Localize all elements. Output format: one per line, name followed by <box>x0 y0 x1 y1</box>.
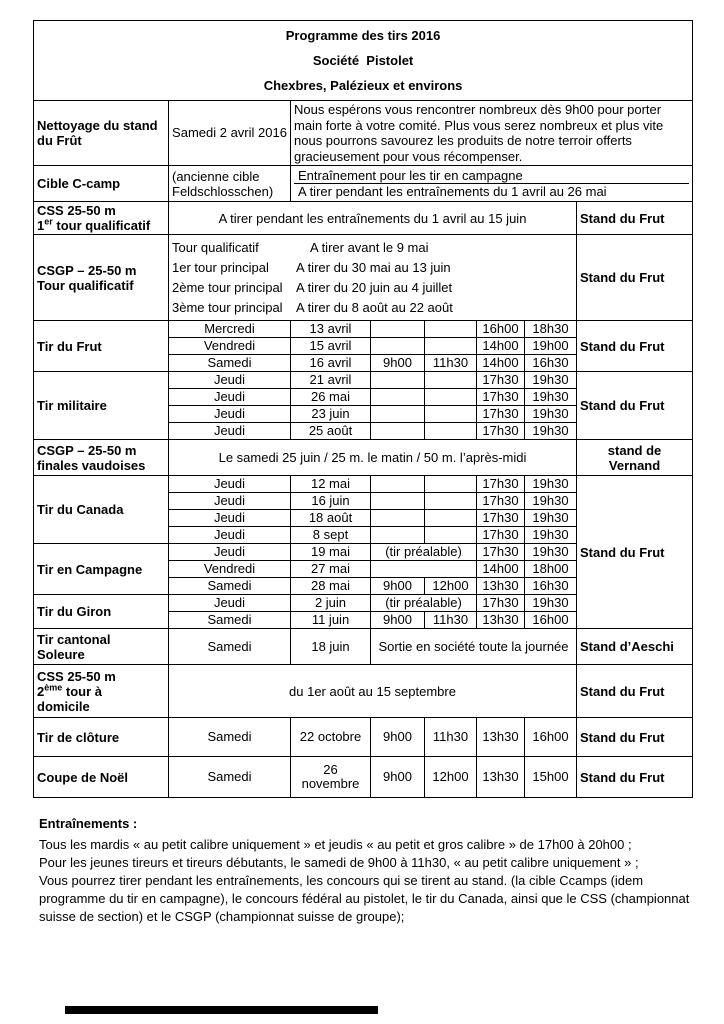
day-cell: Samedi <box>169 355 291 372</box>
time-cell: 17h30 <box>477 389 525 406</box>
time-cell <box>371 493 425 510</box>
event-label <box>34 202 169 235</box>
day-cell: Samedi <box>169 629 291 665</box>
time-cell: 17h30 <box>477 406 525 423</box>
day-cell: Jeudi <box>169 527 291 544</box>
csgp-schedule <box>169 235 577 321</box>
row-finales <box>34 440 693 476</box>
time-cell: 18h00 <box>525 561 577 578</box>
event-label: Tir militaire <box>34 372 169 440</box>
time-cell: 9h00 <box>371 355 425 372</box>
time-cell: 9h00 <box>371 757 425 798</box>
stand-cell: Stand du Frut <box>577 757 693 798</box>
row-csgp <box>34 235 693 321</box>
csgp-line: 2ème tour principal A tirer du 20 juin au 4 juillet <box>172 279 453 295</box>
time-cell <box>371 423 425 440</box>
time-cell: 19h30 <box>525 544 577 561</box>
row-frut-1 <box>34 321 693 338</box>
date-cell: 12 mai <box>291 476 371 493</box>
time-cell: 17h30 <box>477 372 525 389</box>
cible-details <box>291 166 693 202</box>
superscript: er <box>44 216 53 227</box>
row-nettoyage <box>34 101 693 166</box>
csgp-line: 3ème tour principal A tirer du 8 août au 22 août <box>172 299 453 315</box>
cible-line-2: A tirer pendant les entraînements du 1 avril au 26 mai <box>294 183 689 199</box>
date-cell: 16 juin <box>291 493 371 510</box>
time-cell: 13h30 <box>477 718 525 757</box>
row-noel <box>34 757 693 798</box>
event-label: Cible C-camp <box>34 166 169 202</box>
time-cell <box>371 321 425 338</box>
date-cell: 18 août <box>291 510 371 527</box>
day-cell: Jeudi <box>169 423 291 440</box>
time-cell: 13h30 <box>477 578 525 595</box>
label-line: Tir cantonal <box>37 631 111 647</box>
event-label <box>34 629 169 665</box>
time-cell: 15h00 <box>525 757 577 798</box>
time-cell <box>371 527 425 544</box>
date-cell: 23 juin <box>291 406 371 423</box>
time-cell: 16h30 <box>525 355 577 372</box>
time-cell <box>371 476 425 493</box>
time-cell: 19h00 <box>525 338 577 355</box>
footer-line-2: Pour les jeunes tireurs et tireurs débutants, le samedi de 9h00 à 11h30, « au petit calibre uniquement » ; <box>39 855 639 870</box>
time-cell: 12h00 <box>425 578 477 595</box>
stand-cell: Stand du Frut <box>577 372 693 440</box>
date-cell: 19 mai <box>291 544 371 561</box>
superscript: ème <box>44 682 63 693</box>
title-line-2: Société Pistolet <box>312 53 414 68</box>
time-cell: 17h30 <box>477 527 525 544</box>
time-cell <box>371 510 425 527</box>
date-cell: Samedi 2 avril 2016 <box>169 101 291 166</box>
program-table <box>33 20 693 798</box>
day-cell: Mercredi <box>169 321 291 338</box>
csgp-line: Tour qualificatif A tirer avant le 9 mai <box>172 239 429 255</box>
day-cell: Jeudi <box>169 510 291 527</box>
note-cell: Sortie en société toute la journée <box>371 629 577 665</box>
time-cell: 18h30 <box>525 321 577 338</box>
time-cell <box>425 406 477 423</box>
time-cell: 14h00 <box>477 338 525 355</box>
time-cell: 19h30 <box>525 372 577 389</box>
time-cell: 17h30 <box>477 595 525 612</box>
event-description: Nous espérons vous rencontrer nombreux dès 9h00 pour porter main forte à votre comité. Plus vous serez nombreux et plus vite nous pourrons savourez les produits de notre terroir offerts gracieusement pour vous récompenser. <box>291 101 693 166</box>
time-cell <box>425 389 477 406</box>
day-cell: Jeudi <box>169 372 291 389</box>
date-cell: 25 août <box>291 423 371 440</box>
note-cell: (tir préalable) <box>371 595 477 612</box>
time-cell: 19h30 <box>525 493 577 510</box>
stand-cell: Stand du Frut <box>577 665 693 718</box>
footer-heading: Entraînements : <box>39 816 138 831</box>
date-cell: 22 octobre <box>291 718 371 757</box>
date-cell: 26 novembre <box>291 757 371 798</box>
time-cell: 19h30 <box>525 527 577 544</box>
day-cell: Vendredi <box>169 338 291 355</box>
row-title <box>34 21 693 101</box>
title-line-1: Programme des tirs 2016 <box>285 28 441 43</box>
event-label <box>34 665 169 718</box>
date-cell: 16 avril <box>291 355 371 372</box>
time-cell: 11h30 <box>425 718 477 757</box>
event-label <box>34 440 169 476</box>
time-cell: 19h30 <box>525 510 577 527</box>
row-cible <box>34 166 693 202</box>
event-label: Nettoyage du stand du Frût <box>34 101 169 166</box>
date-cell: 27 mai <box>291 561 371 578</box>
stand-cell: Stand d’Aeschi <box>577 629 693 665</box>
time-cell: 17h30 <box>477 476 525 493</box>
footer-paragraph: Vous pourrez tirer pendant les entraînements, les concours qui se tirent au stand. (la cible Ccamps (idem programme du tir en campagne), le concours fédéral au pistolet, le tir du Canada, ainsi que le CSS (championnat suisse de section) et le CSGP (championnat suisse de groupe); <box>39 873 690 924</box>
day-cell: Jeudi <box>169 476 291 493</box>
row-canada-1 <box>34 476 693 493</box>
time-cell: 19h30 <box>525 476 577 493</box>
event-label: Tir en Campagne <box>34 544 169 595</box>
time-cell <box>371 389 425 406</box>
day-cell: Samedi <box>169 612 291 629</box>
time-cell: 11h30 <box>425 355 477 372</box>
time-cell: 14h00 <box>477 561 525 578</box>
time-cell: 14h00 <box>477 355 525 372</box>
row-css2 <box>34 665 693 718</box>
time-cell: 16h30 <box>525 578 577 595</box>
time-cell <box>425 510 477 527</box>
date-cell: 15 avril <box>291 338 371 355</box>
event-label: Coupe de Noël <box>34 757 169 798</box>
stand-cell: Stand du Frut <box>577 202 693 235</box>
period-text: Le samedi 25 juin / 25 m. le matin / 50 m. l’après-midi <box>169 440 577 476</box>
date-cell: 18 juin <box>291 629 371 665</box>
event-label: Tir du Frut <box>34 321 169 372</box>
stand-cell: Stand du Frut <box>577 718 693 757</box>
event-label: Tir de clôture <box>34 718 169 757</box>
time-cell <box>425 321 477 338</box>
label-line: CSS 25-50 m <box>37 668 116 684</box>
time-cell: 19h30 <box>525 423 577 440</box>
period-text: A tirer pendant les entraînements du 1 avril au 15 juin <box>169 202 577 235</box>
date-cell: 2 juin <box>291 595 371 612</box>
time-cell: 12h00 <box>425 757 477 798</box>
time-cell: 19h30 <box>525 406 577 423</box>
label-line: domicile <box>37 698 90 714</box>
time-cell: 13h30 <box>477 612 525 629</box>
time-cell: 17h30 <box>477 544 525 561</box>
time-cell: 19h30 <box>525 389 577 406</box>
time-cell <box>425 423 477 440</box>
time-cell <box>371 372 425 389</box>
time-cell: 9h00 <box>371 578 425 595</box>
time-cell: 16h00 <box>525 718 577 757</box>
cible-line-1: Entraînement pour les tir en campagne <box>298 168 523 183</box>
time-cell: 16h00 <box>477 321 525 338</box>
event-label: Tir du Giron <box>34 595 169 629</box>
label-line: Tour qualificatif <box>37 277 134 293</box>
stand-cell: Stand du Frut <box>577 476 693 629</box>
time-cell: 19h30 <box>525 595 577 612</box>
label-line: 1er tour qualificatif <box>37 216 151 233</box>
time-cell <box>425 527 477 544</box>
label-line: Soleure <box>37 646 85 662</box>
time-cell: 17h30 <box>477 493 525 510</box>
time-cell <box>425 338 477 355</box>
time-cell <box>371 406 425 423</box>
footer-notes <box>33 815 719 926</box>
row-cloture <box>34 718 693 757</box>
label-line: CSGP – 25-50 m <box>37 262 137 278</box>
document-title <box>34 21 693 101</box>
date-cell: 28 mai <box>291 578 371 595</box>
stand-cell: Stand du Frut <box>577 321 693 372</box>
time-cell <box>425 372 477 389</box>
time-cell: 9h00 <box>371 612 425 629</box>
csgp-line: 1er tour principal A tirer du 30 mai au 13 juin <box>172 259 451 275</box>
time-cell: 17h30 <box>477 510 525 527</box>
day-cell: Samedi <box>169 757 291 798</box>
event-label: Tir du Canada <box>34 476 169 544</box>
label-line: finales vaudoises <box>37 457 146 473</box>
day-cell: Jeudi <box>169 493 291 510</box>
time-cell <box>371 338 425 355</box>
date-cell: 11 juin <box>291 612 371 629</box>
note-cell <box>371 561 477 578</box>
date-cell: 21 avril <box>291 372 371 389</box>
time-cell: 11h30 <box>425 612 477 629</box>
day-cell: Jeudi <box>169 544 291 561</box>
stand-cell: Stand du Frut <box>577 235 693 321</box>
stand-cell: stand de Vernand <box>577 440 693 476</box>
time-cell: 9h00 <box>371 718 425 757</box>
label-line: 2ème tour à <box>37 682 102 699</box>
date-cell: 26 mai <box>291 389 371 406</box>
event-label <box>34 235 169 321</box>
bottom-black-bar <box>65 1006 378 1014</box>
time-cell <box>425 476 477 493</box>
period-text: du 1er août au 15 septembre <box>169 665 577 718</box>
title-line-3: Chexbres, Palézieux et environs <box>263 78 463 93</box>
cible-subtitle: (ancienne cible Feldschlosschen) <box>169 166 291 202</box>
day-cell: Jeudi <box>169 389 291 406</box>
day-cell: Jeudi <box>169 406 291 423</box>
time-cell: 13h30 <box>477 757 525 798</box>
row-css1 <box>34 202 693 235</box>
time-cell: 17h30 <box>477 423 525 440</box>
day-cell: Vendredi <box>169 561 291 578</box>
note-cell: (tir préalable) <box>371 544 477 561</box>
time-cell: 16h00 <box>525 612 577 629</box>
day-cell: Samedi <box>169 578 291 595</box>
label-line: CSS 25-50 m <box>37 203 116 218</box>
day-cell: Samedi <box>169 718 291 757</box>
footer-line-1: Tous les mardis « au petit calibre uniquement » et jeudis « au petit et gros calibre » de 17h00 à 20h00 ; <box>39 837 632 852</box>
row-militaire-1 <box>34 372 693 389</box>
date-cell: 8 sept <box>291 527 371 544</box>
label-line: CSGP – 25-50 m <box>37 442 137 458</box>
date-cell: 13 avril <box>291 321 371 338</box>
row-soleure <box>34 629 693 665</box>
time-cell <box>425 493 477 510</box>
day-cell: Jeudi <box>169 595 291 612</box>
